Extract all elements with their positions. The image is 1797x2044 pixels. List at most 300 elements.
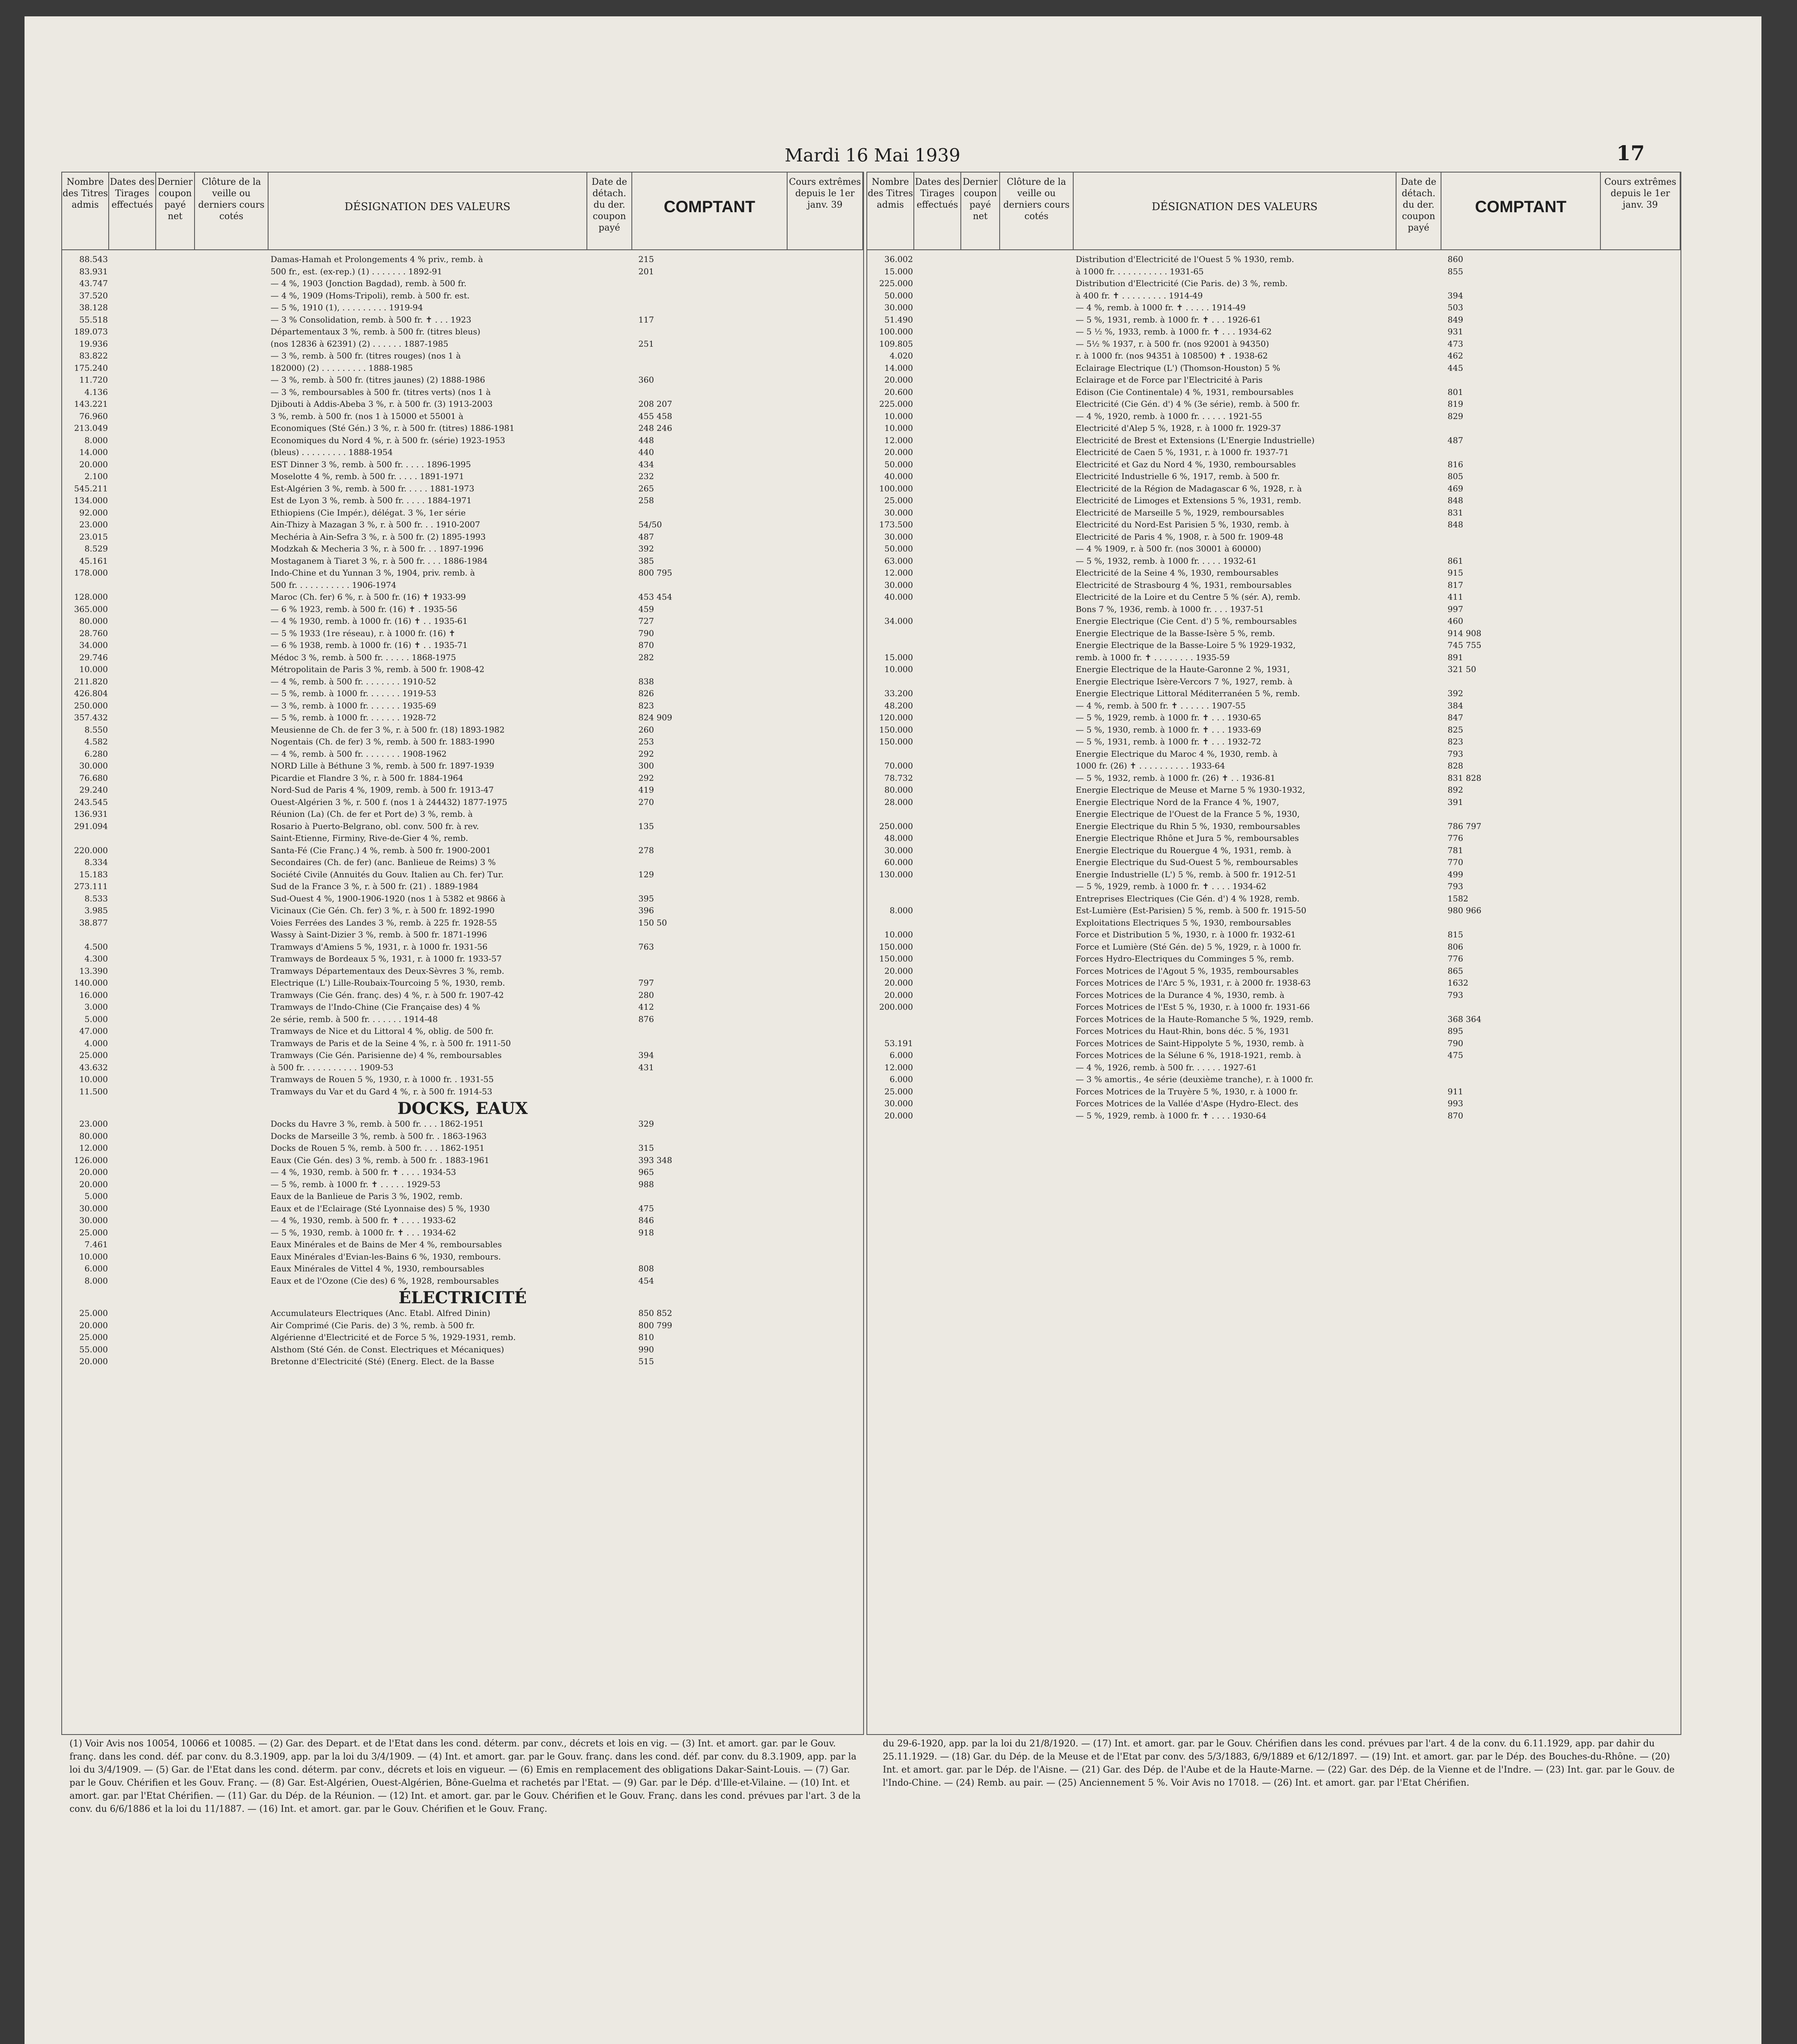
comptant-value: 394 — [1448, 290, 1464, 300]
table-row — [62, 1320, 863, 1333]
designation: — 5 %, 1931, remb. à 1000 fr. ✝ . . . 1932-72 — [1076, 737, 1262, 746]
table-row — [62, 303, 863, 315]
titres-admis: 40.000 — [884, 592, 913, 602]
col-extremes: Cours extrêmes depuis le 1er janv. 39 — [788, 173, 863, 250]
titres-admis: 25.000 — [79, 1332, 108, 1342]
table-row — [867, 809, 1681, 821]
designation: Energie Electrique Nord de la France 4 %, 1907, — [1076, 797, 1279, 807]
designation: Est-Algérien 3 %, remb. à 500 fr. . . . . 1881-1973 — [271, 483, 474, 493]
designation: Forces Motrices du Haut-Rhin, bons déc. 5 %, 1931 — [1076, 1026, 1290, 1036]
titres-admis: 8.550 — [84, 724, 108, 735]
comptant-value: 360 — [638, 375, 654, 385]
table-row — [62, 278, 863, 291]
titres-admis: 34.000 — [884, 616, 913, 626]
titres-admis: 23.000 — [79, 1119, 108, 1129]
comptant-value: 848 — [1448, 520, 1464, 529]
designation: — 5 %, remb. à 1000 fr. . . . . . . 1919-53 — [271, 688, 436, 698]
titres-admis: 10.000 — [884, 423, 913, 433]
comptant-value: 201 — [638, 266, 654, 276]
table-row — [62, 1038, 863, 1051]
col-extremes-r: Cours extrêmes depuis le 1er janv. 39 — [1601, 173, 1681, 250]
table-row — [62, 1062, 863, 1075]
designation: Electricité de Limoges et Extensions 5 %, 1931, remb. — [1076, 495, 1301, 505]
comptant-value: 248 246 — [638, 423, 672, 433]
comptant-value: 806 — [1448, 941, 1464, 952]
titres-admis: 30.000 — [884, 845, 913, 855]
titres-admis: 37.520 — [79, 290, 108, 300]
designation: Energie Electrique du Rhin 5 %, 1930, remboursables — [1076, 821, 1300, 831]
comptant-value: 790 — [1448, 1038, 1464, 1048]
comptant-value: 997 — [1448, 604, 1464, 614]
titres-admis: 4.000 — [84, 1038, 108, 1048]
table-row — [62, 713, 863, 725]
titres-admis: 36.002 — [884, 254, 913, 264]
designation: Société Civile (Annuités du Gouv. Italien au Ch. fer) Tur. — [271, 869, 504, 879]
table-row — [62, 785, 863, 797]
table-row — [62, 881, 863, 894]
comptant-value: 801 — [1448, 387, 1464, 397]
table-row — [867, 737, 1681, 749]
comptant-value: 411 — [1448, 592, 1464, 602]
titres-admis: 38.128 — [79, 303, 108, 312]
table-row — [62, 1050, 863, 1062]
designation: Tramways de l'Indo-Chine (Cie Française des) 4 % — [271, 1002, 480, 1012]
comptant-value: 776 — [1448, 833, 1464, 843]
comptant-value: 455 458 — [638, 411, 672, 421]
table-row — [867, 1038, 1681, 1051]
comptant-value: 453 454 — [638, 592, 672, 602]
table-row — [867, 399, 1681, 411]
table-row — [62, 1228, 863, 1240]
designation: Tramways (Cie Gén. Parisienne de) 4 %, remboursables — [271, 1050, 502, 1060]
table-row — [867, 1050, 1681, 1062]
table-row — [867, 1087, 1681, 1099]
titres-admis: 83.931 — [79, 266, 108, 276]
comptant-value: 368 364 — [1448, 1014, 1481, 1024]
titres-admis: 29.240 — [79, 785, 108, 795]
table-row — [867, 278, 1681, 291]
right-rows — [867, 254, 1681, 1734]
titres-admis: 134.000 — [74, 495, 108, 505]
table-row — [867, 604, 1681, 616]
comptant-value: 763 — [638, 941, 654, 952]
comptant-value: 815 — [1448, 930, 1464, 939]
designation: Electricité de Strasbourg 4 %, 1931, remboursables — [1076, 580, 1292, 590]
table-row — [867, 580, 1681, 592]
designation: — 4 %, remb. à 1000 fr. ✝ . . . . . 1914-49 — [1076, 303, 1246, 312]
table-row — [867, 471, 1681, 484]
comptant-value: 965 — [638, 1167, 654, 1177]
table-row — [867, 351, 1681, 363]
designation: Entreprises Electriques (Cie Gén. d') 4 % 1928, remb. — [1076, 893, 1300, 903]
table-row — [62, 954, 863, 966]
table-row — [62, 894, 863, 906]
comptant-value: 793 — [1448, 881, 1464, 891]
designation: — 5½ % 1937, r. à 500 fr. (nos 92001 à 94350) — [1076, 338, 1269, 349]
table-row — [867, 387, 1681, 399]
comptant-value: 384 — [1448, 700, 1464, 710]
designation: — 3 % amortis., 4e série (deuxième tranche), r. à 1000 fr. — [1076, 1074, 1314, 1084]
titres-admis: 6.000 — [889, 1074, 913, 1084]
comptant-value: 473 — [1448, 338, 1464, 349]
table-row — [867, 652, 1681, 665]
designation: — 6 % 1923, remb. à 500 fr. (16) ✝ . 1935-56 — [271, 604, 457, 614]
comptant-value: 1582 — [1448, 893, 1468, 903]
col-nombre: Nombre des Titres admis — [62, 173, 109, 250]
designation: à 1000 fr. . . . . . . . . . . 1931-65 — [1076, 266, 1204, 276]
designation: — 5 %, 1910 (1), . . . . . . . . . 1919-94 — [271, 303, 423, 312]
comptant-value: 810 — [638, 1332, 654, 1342]
page-date: Mardi 16 Mai 1939 — [785, 145, 960, 166]
designation: Force et Lumière (Sté Gén. de) 5 %, 1929, r. à 1000 fr. — [1076, 941, 1302, 952]
comptant-value: 208 207 — [638, 399, 672, 409]
comptant-value: 499 — [1448, 869, 1464, 879]
titres-admis: 30.000 — [884, 531, 913, 542]
table-row — [867, 640, 1681, 652]
col-detach: Date de détach. du der. coupon payé — [587, 173, 632, 250]
section-docks-title: DOCKS, EAUX — [397, 1099, 528, 1118]
table-row — [867, 254, 1681, 267]
designation: Electricité de Marseille 5 %, 1929, remboursables — [1076, 507, 1284, 518]
designation: Mostaganem à Tiaret 3 %, r. à 500 fr. . . . 1886-1984 — [271, 556, 488, 566]
comptant-value: 745 755 — [1448, 640, 1481, 650]
table-row — [867, 857, 1681, 870]
table-row — [867, 894, 1681, 906]
table-row — [62, 1179, 863, 1192]
designation: Exploitations Electriques 5 %, 1930, remboursables — [1076, 917, 1291, 928]
table-row — [62, 375, 863, 387]
titres-admis: 12.000 — [884, 435, 913, 445]
titres-admis: 3.000 — [84, 1002, 108, 1012]
table-row — [62, 447, 863, 459]
titres-admis: 30.000 — [884, 507, 913, 518]
comptant-value: 870 — [638, 640, 654, 650]
designation: — 5 %, 1931, remb. à 1000 fr. ✝ . . . 1926-61 — [1076, 314, 1262, 325]
titres-admis: 10.000 — [79, 664, 108, 674]
table-row — [867, 966, 1681, 978]
table-row — [867, 821, 1681, 834]
comptant-value: 808 — [638, 1264, 654, 1273]
table-row — [867, 942, 1681, 954]
titres-admis: 150.000 — [879, 737, 913, 746]
designation: Médoc 3 %, remb. à 500 fr. . . . . . 1868-1975 — [271, 652, 456, 662]
designation: Ouest-Algérien 3 %, r. 500 f. (nos 1 à 244432) 1877-1975 — [271, 797, 508, 807]
table-row — [62, 737, 863, 749]
table-row — [62, 339, 863, 351]
comptant-value: 914 908 — [1448, 628, 1481, 638]
designation: Distribution d'Electricité (Cie Paris. de) 3 %, remb. — [1076, 278, 1288, 288]
designation: — 4 %, 1930, remb. à 500 fr. ✝ . . . . 1933-62 — [271, 1215, 457, 1225]
designation: Forces Motrices de la Haute-Romanche 5 %, 1929, remb. — [1076, 1014, 1314, 1024]
titres-admis: 8.000 — [84, 1275, 108, 1286]
designation: — 4 %, 1903 (Jonction Bagdad), remb. à 500 fr. — [271, 278, 467, 288]
comptant-value: 847 — [1448, 713, 1464, 722]
table-row — [867, 1074, 1681, 1087]
comptant-value: 865 — [1448, 966, 1464, 976]
designation: Tramways de Paris et de la Seine 4 %, r. à 500 fr. 1911-50 — [271, 1038, 511, 1048]
designation: Air Comprimé (Cie Paris. de) 3 %, remb. à 500 fr. — [271, 1320, 475, 1330]
table-row — [867, 508, 1681, 520]
comptant-value: 135 — [638, 821, 654, 831]
titres-admis: 120.000 — [879, 713, 913, 722]
designation: Distribution d'Electricité de l'Ouest 5 % 1930, remb. — [1076, 254, 1294, 264]
comptant-value: 988 — [638, 1179, 654, 1189]
designation: Electricité d'Alep 5 %, 1928, r. à 1000 fr. 1929-37 — [1076, 423, 1281, 433]
table-row — [867, 592, 1681, 604]
table-row — [62, 1087, 863, 1099]
comptant-value: 826 — [638, 688, 654, 698]
titres-admis: 178.000 — [74, 568, 108, 578]
designation: Electricité du Nord-Est Parisien 5 %, 1930, remb. à — [1076, 520, 1289, 529]
titres-admis: 250.000 — [74, 700, 108, 710]
titres-admis: 225.000 — [879, 399, 913, 409]
designation: — 5 %, remb. à 1000 fr. ✝ . . . . . 1929-53 — [271, 1179, 441, 1189]
designation: Forces Motrices de la Vallée d'Aspe (Hydro-Elect. des — [1076, 1098, 1298, 1108]
designation: Docks de Marseille 3 %, remb. à 500 fr. . 1863-1963 — [271, 1131, 487, 1141]
designation: Eclairage Electrique (L') (Thomson-Houston) 5 % — [1076, 363, 1280, 373]
table-row — [62, 1239, 863, 1252]
titres-admis: 2.100 — [84, 471, 108, 481]
comptant-value: 823 — [1448, 737, 1464, 746]
designation: Energie Electrique (Cie Cent. d') 5 %, remboursables — [1076, 616, 1297, 626]
table-row — [62, 1074, 863, 1087]
titres-admis: 6.000 — [889, 1050, 913, 1060]
comptant-value: 315 — [638, 1143, 654, 1153]
titres-admis: 150.000 — [879, 954, 913, 964]
designation: Ain-Thizy à Mazagan 3 %, r. à 500 fr. . . 1910-2007 — [271, 520, 480, 529]
designation: Eaux (Cie Gén. des) 3 %, remb. à 500 fr. . 1883-1961 — [271, 1155, 490, 1165]
designation: — 4 %, remb. à 500 fr. ✝ . . . . . . 1907-55 — [1076, 700, 1246, 710]
table-row — [867, 1111, 1681, 1123]
col-dates: Dates des Tirages effectués — [109, 173, 156, 250]
titres-admis: 220.000 — [74, 845, 108, 855]
table-row — [62, 966, 863, 978]
designation: Nord-Sud de Paris 4 %, 1909, remb. à 500 fr. 1913-47 — [271, 785, 494, 795]
comptant-value: 392 — [1448, 688, 1464, 698]
col-detach-r: Date de détach. du der. coupon payé — [1396, 173, 1441, 250]
titres-admis: 50.000 — [884, 459, 913, 469]
designation: Mechéria à Ain-Sefra 3 %, r. à 500 fr. (2) 1895-1993 — [271, 531, 486, 542]
designation: — 4 %, 1920, remb. à 1000 fr. . . . . . 1921-55 — [1076, 411, 1262, 421]
designation: Energie Electrique Rhône et Jura 5 %, remboursables — [1076, 833, 1299, 843]
titres-admis: 55.518 — [79, 314, 108, 325]
table-row — [867, 905, 1681, 918]
designation: — 4 %, 1930, remb. à 500 fr. ✝ . . . . 1934-53 — [271, 1167, 457, 1177]
comptant-value: 1632 — [1448, 978, 1468, 988]
table-row — [62, 484, 863, 496]
designation: Sud-Ouest 4 %, 1900-1906-1920 (nos 1 à 5382 et 9866 à — [271, 893, 506, 903]
table-row — [867, 918, 1681, 930]
comptant-value: 440 — [638, 447, 654, 457]
designation: Modzkah & Mecheria 3 %, r. à 500 fr. . . 1897-1996 — [271, 544, 483, 554]
table-row — [62, 411, 863, 424]
table-row — [867, 315, 1681, 327]
designation: — 5 ½ %, 1933, remb. à 1000 fr. ✝ . . . 1934-62 — [1076, 327, 1272, 336]
designation: Vicinaux (Cie Gén. Ch. fer) 3 %, r. à 500 fr. 1892-1990 — [271, 905, 495, 915]
titres-admis: 23.000 — [79, 520, 108, 529]
titres-admis: 40.000 — [884, 471, 913, 481]
comptant-value: 918 — [638, 1227, 654, 1237]
designation: Est de Lyon 3 %, remb. à 500 fr. . . . . 1884-1971 — [271, 495, 472, 505]
titres-admis: 20.000 — [884, 990, 913, 1000]
titres-admis: 28.760 — [79, 628, 108, 638]
comptant-value: 824 909 — [638, 713, 672, 722]
designation: — 3 %, remb. à 500 fr. (titres rouges) (nos 1 à — [271, 351, 461, 361]
table-row — [62, 857, 863, 870]
comptant-value: 892 — [1448, 785, 1464, 795]
designation: Forces Motrices de l'Arc 5 %, 1931, r. à 2000 fr. 1938-63 — [1076, 978, 1311, 988]
table-row — [867, 664, 1681, 677]
col-dernier-r: Dernier coupon payé net — [961, 173, 1000, 250]
titres-admis: 15.183 — [79, 869, 108, 879]
titres-admis: 225.000 — [879, 278, 913, 288]
designation: à 500 fr. . . . . . . . . . . 1909-53 — [271, 1062, 394, 1072]
table-row — [867, 291, 1681, 303]
titres-admis: 20.000 — [884, 375, 913, 385]
designation: — 4 %, 1926, remb. à 500 fr. . . . . . 1927-61 — [1076, 1062, 1257, 1072]
designation: Accumulateurs Electriques (Anc. Etabl. Alfred Dinin) — [271, 1308, 490, 1318]
comptant-value: 515 — [638, 1356, 654, 1366]
comptant-value: 258 — [638, 495, 654, 505]
table-row — [62, 351, 863, 363]
comptant-value: 232 — [638, 471, 654, 481]
comptant-value: 280 — [638, 990, 654, 1000]
designation: — 3 % Consolidation, remb. à 500 fr. ✝ . . . 1923 — [271, 314, 472, 325]
titres-admis: 80.000 — [79, 616, 108, 626]
comptant-value: 980 966 — [1448, 905, 1481, 915]
titres-admis: 12.000 — [884, 1062, 913, 1072]
titres-admis: 4.500 — [84, 941, 108, 952]
designation: Djibouti à Addis-Abeba 3 %, r. à 500 fr. (3) 1913-2003 — [271, 399, 493, 409]
designation: r. à 1000 fr. (nos 94351 à 108500) ✝ . 1938-62 — [1076, 351, 1268, 361]
designation: 3 %, remb. à 500 fr. (nos 1 à 15000 et 55001 à — [271, 411, 463, 421]
table-row — [867, 1098, 1681, 1111]
titres-admis: 10.000 — [884, 930, 913, 939]
titres-admis: 20.000 — [884, 966, 913, 976]
designation: Départementaux 3 %, remb. à 500 fr. (titres bleus) — [271, 327, 481, 336]
titres-admis: 20.000 — [79, 1167, 108, 1177]
table-row — [867, 495, 1681, 508]
designation: Energie Electrique Littoral Méditerranéen 5 %, remb. — [1076, 688, 1300, 698]
table-row — [62, 821, 863, 834]
titres-admis: 140.000 — [74, 978, 108, 988]
comptant-value: 838 — [638, 676, 654, 686]
titres-admis: 30.000 — [79, 1215, 108, 1225]
table-row — [62, 363, 863, 375]
designation: Nogentais (Ch. de fer) 3 %, remb. à 500 fr. 1883-1990 — [271, 737, 495, 746]
titres-admis: 20.600 — [884, 387, 913, 397]
table-row — [867, 713, 1681, 725]
comptant-value: 150 50 — [638, 917, 667, 928]
titres-admis: 173.500 — [879, 520, 913, 529]
titres-admis: 43.747 — [79, 278, 108, 288]
table-row — [62, 495, 863, 508]
table-row — [867, 978, 1681, 990]
titres-admis: 20.000 — [884, 978, 913, 988]
table-row — [867, 773, 1681, 785]
table-row — [62, 254, 863, 267]
table-row — [867, 520, 1681, 532]
table-row — [62, 833, 863, 845]
titres-admis: 38.877 — [79, 917, 108, 928]
titres-admis: 30.000 — [884, 303, 913, 312]
titres-admis: 51.490 — [884, 314, 913, 325]
comptant-value: 278 — [638, 845, 654, 855]
table-row — [62, 1332, 863, 1345]
comptant-value: 321 50 — [1448, 664, 1476, 674]
designation: Eaux et de l'Eclairage (Sté Lyonnaise des) 5 %, 1930 — [271, 1203, 490, 1213]
comptant-value: 434 — [638, 459, 654, 469]
table-row — [867, 484, 1681, 496]
comptant-value: 770 — [1448, 857, 1464, 867]
table-row — [867, 761, 1681, 773]
designation: — 5 %, 1929, remb. à 1000 fr. ✝ . . . 1930-65 — [1076, 713, 1262, 722]
titres-admis: 273.111 — [74, 881, 108, 891]
table-row — [62, 978, 863, 990]
titres-admis: 30.000 — [884, 1098, 913, 1108]
titres-admis: 11.500 — [79, 1086, 108, 1096]
designation: Réunion (La) (Ch. de fer et Port de) 3 %, remb. à — [271, 809, 473, 819]
comptant-value: 727 — [638, 616, 654, 626]
designation: — 5 % 1933 (1re réseau), r. à 1000 fr. (16) ✝ — [271, 628, 456, 638]
titres-admis: 43.632 — [79, 1062, 108, 1072]
designation: Docks de Rouen 5 %, remb. à 500 fr. . . . 1862-1951 — [271, 1143, 485, 1153]
comptant-value: 797 — [638, 978, 654, 988]
table-row — [62, 459, 863, 472]
designation: Ethiopiens (Cie Impér.), délégat. 3 %, 1er série — [271, 507, 466, 518]
designation: Energie Electrique de la Basse-Loire 5 % 1929-1932, — [1076, 640, 1296, 650]
titres-admis: 10.000 — [884, 664, 913, 674]
comptant-value: 396 — [638, 905, 654, 915]
designation: Docks du Havre 3 %, remb. à 500 fr. . . . 1862-1951 — [271, 1119, 484, 1129]
comptant-value: 431 — [638, 1062, 654, 1072]
table-row — [867, 447, 1681, 459]
titres-admis: 4.136 — [84, 387, 108, 397]
designation: Force et Distribution 5 %, 1930, r. à 1000 fr. 1932-61 — [1076, 930, 1296, 939]
designation: Energie Industrielle (L') 5 %, remb. à 500 fr. 1912-51 — [1076, 869, 1297, 879]
designation: — 5 %, remb. à 1000 fr. . . . . . . 1928-72 — [271, 713, 436, 722]
titres-admis: 545.211 — [74, 483, 108, 493]
comptant-value: 300 — [638, 761, 654, 771]
titres-admis: 5.000 — [84, 1014, 108, 1024]
comptant-value: 117 — [638, 314, 654, 325]
titres-admis: 189.073 — [74, 327, 108, 336]
table-row — [62, 1308, 863, 1320]
titres-admis: 12.000 — [79, 1143, 108, 1153]
titres-admis: 200.000 — [879, 1002, 913, 1012]
titres-admis: 10.000 — [79, 1074, 108, 1084]
designation: Eclairage et de Force par l'Electricité à Paris — [1076, 375, 1263, 385]
table-row — [62, 435, 863, 448]
designation: Electricité de Brest et Extensions (L'Energie Industrielle) — [1076, 435, 1315, 445]
designation: Electricité de Caen 5 %, 1931, r. à 1000 fr. 1937-71 — [1076, 447, 1289, 457]
table-row — [62, 749, 863, 761]
designation: Saint-Etienne, Firminy, Rive-de-Gier 4 %, remb. — [271, 833, 468, 843]
table-row — [62, 291, 863, 303]
table-row — [62, 604, 863, 616]
comptant-value: 805 — [1448, 471, 1464, 481]
titres-admis: 150.000 — [879, 941, 913, 952]
table-row — [62, 761, 863, 773]
table-row — [62, 664, 863, 677]
titres-admis: 92.000 — [79, 507, 108, 518]
table-row — [867, 411, 1681, 424]
titres-admis: 128.000 — [74, 592, 108, 602]
titres-admis: 100.000 — [879, 327, 913, 336]
table-row — [62, 267, 863, 279]
titres-admis: 15.000 — [884, 266, 913, 276]
designation: Alsthom (Sté Gén. de Const. Electriques et Mécaniques) — [271, 1344, 504, 1354]
